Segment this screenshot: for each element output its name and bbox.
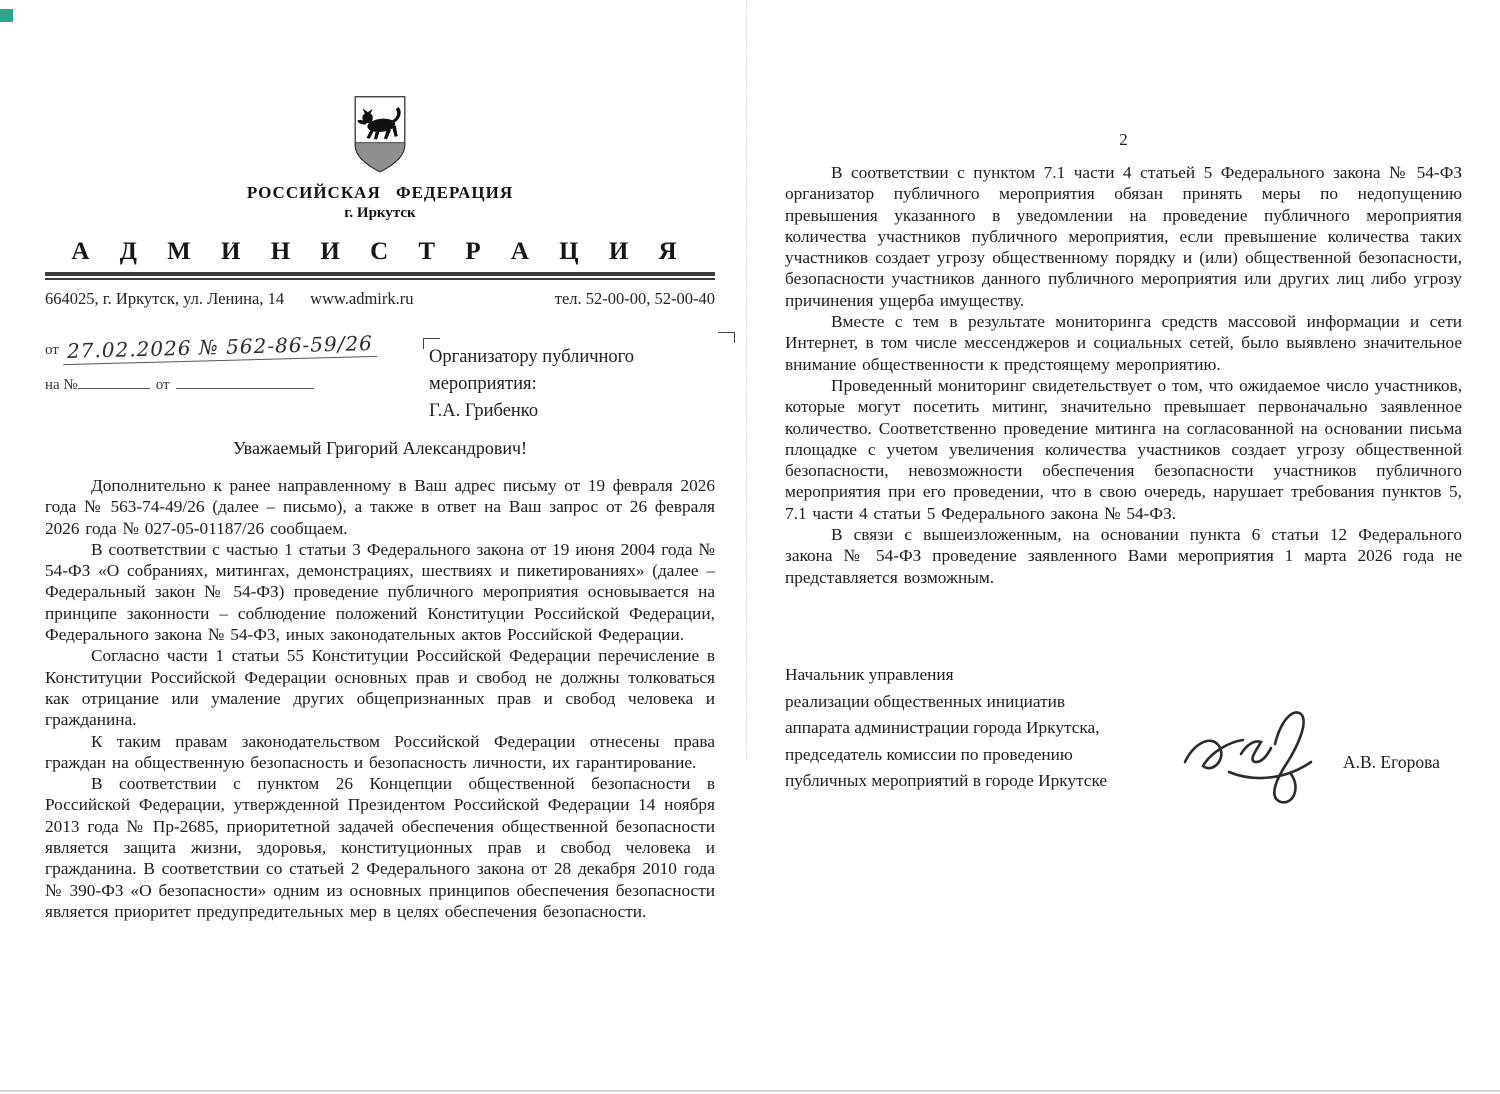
letterhead-address: 664025, г. Иркутск, ул. Ленина, 14 [45,289,285,308]
signer-position [785,662,1462,795]
handwritten-signature [1177,700,1327,810]
incoming-from-label: от [155,377,170,393]
letter-body-page-1 [45,475,715,922]
addressee-block [423,336,735,425]
signer-name: А.В. Егорова [1343,751,1440,772]
paragraph: Проведенный мониторинг свидетельствует о том, что ожидаемое число участников, которые могут посетить митинг, значительно превышает первоначально заявленное количество. Соответственно проведение митинга на согласованной на основании письма площадке с учетом увеличения количества участников создает угрозу общественной безопасности, невозможности обеспечения безопасности участников публичного мероприятия при его проведении, что в свою очередь, нарушает требования пунктов 5, 7.1 части 4 статьи 5 Федерального закона № 54-ФЗ. [785,375,1463,523]
signer-position-line: аппарата администрации города Иркутска, [785,718,1100,738]
addressee-line: мероприятия: [429,374,537,394]
signer-position-line: реализации общественных инициатив [785,691,1066,711]
handwritten-date-number: 27.02.2026 № 562-86-59/26 [63,331,378,365]
paragraph: Дополнительно к ранее направленному в Ваш адрес письму от 19 февраля 2026 года № 563-74-49/26 (далее – письмо), а также в ответ на Ваш запрос от 26 февраля 2026 года № 027-05-01187/26 сообщаем. [45,476,715,538]
paragraph: В соответствии с пунктом 26 Концепции общественной безопасности в Российской Федерации, утвержденной Президентом Российской Федерации 14 ноября 2013 года № Пр-2685, приоритетной задачей обеспечения общественной безопасности является защита жизни, здоровья, конституционных прав и свобод человека и гражданина. В соответствии со статьей 2 Федерального закона от 28 декабря 2010 года № 390-ФЗ «О безопасности» одним из основных принципов обеспечения безопасности является приоритет предупредительных мер в целях обеспечения безопасности. [45,774,715,921]
paragraph: В соответствии с пунктом 7.1 части 4 статьей 5 Федерального закона № 54-ФЗ организатор публичного мероприятия обязан принять меры по недопущению превышения указанного в уведомлении на проведение публичного мероприятия количества участников публичного мероприятия, если превышение количества таких участников создает угрозу общественному порядку и (или) общественной безопасности, безопасности участников данного публичного мероприятия или других лиц либо угрозу причинения ущерба имуществу. [785,163,1462,310]
page-number: 2 [1119,130,1128,149]
letter-page-2 [785,0,1462,862]
signer-position-line: публичных мероприятий в городе Иркутске [785,771,1108,791]
letterhead-double-rule [45,272,715,280]
signature-block [785,662,1462,862]
letter-page-1 [45,0,715,922]
corner-mark-right [718,332,735,343]
paragraph: В соответствии с частью 1 статьи 3 Федерального закона от 19 июня 2004 года № 54-ФЗ «О собраниях, митингах, демонстрациях, шествиях и пикетированиях» (далее – Федеральный закон № 54-ФЗ) проведение публичного мероприятия основывается на принципе законности – соблюдение положений Конституции Российской Федерации, Федерального закона № 54-ФЗ, иных законодательных актов Российской Федерации. [45,539,715,645]
outgoing-from-label: от [45,342,59,358]
letter-body-page-2 [785,162,1462,588]
signer-position-line: председатель комиссии по проведению [785,744,1073,764]
scan-bottom-edge [0,1090,1500,1092]
incoming-date-blank [176,375,314,389]
letterhead [45,0,715,266]
salutation: Уважаемый Григорий Александрович! [232,438,528,458]
letterhead-website: www.admirk.ru [310,289,414,308]
letterhead-phone: тел. 52-00-00, 52-00-40 [554,289,715,308]
corner-mark-left [423,338,440,349]
scan-corner-artifact [0,9,13,22]
letterhead-org-title: А Д М И Н И С Т Р А Ц И Я [71,238,689,265]
irkutsk-coat-of-arms-icon [349,93,411,175]
paragraph: Вместе с тем в результате мониторинга средств массовой информации и сети Интернет, в том числе мессенджеров и социальных сетей, было выявлено значительное внимание общественности к предстоящему мероприятию. [785,312,1462,374]
incoming-number-blank [78,375,150,389]
letterhead-country: РОССИЙСКАЯ ФЕДЕРАЦИЯ [246,183,514,202]
paragraph: Согласно части 1 статьи 55 Конституции Российской Федерации перечисление в Конституции Российской Федерации основных прав и свобод не должны толковаться как отрицание или умаление других общепризнанных прав и свобод человека и гражданина. [45,646,715,730]
paragraph: К таким правам законодательством Российской Федерации отнесены права граждан на общественную безопасность и безопасность личности, их гарантирование. [45,731,715,772]
letterhead-contacts [45,289,715,309]
page-seam-divider [746,0,747,760]
addressee-line: Организатору публичного [429,347,635,367]
paragraph: В связи с вышеизложенным, на основании пункта 6 статьи 12 Федерального закона № 54-ФЗ проведение заявленного Вами мероприятия 1 марта 2026 года не представляется возможным. [785,525,1462,587]
letterhead-city: г. Иркутск [344,205,416,221]
signer-position-line: Начальник управления [785,664,954,684]
incoming-no-label: на № [45,377,78,393]
addressee-name: Г.А. Грибенко [429,401,539,421]
